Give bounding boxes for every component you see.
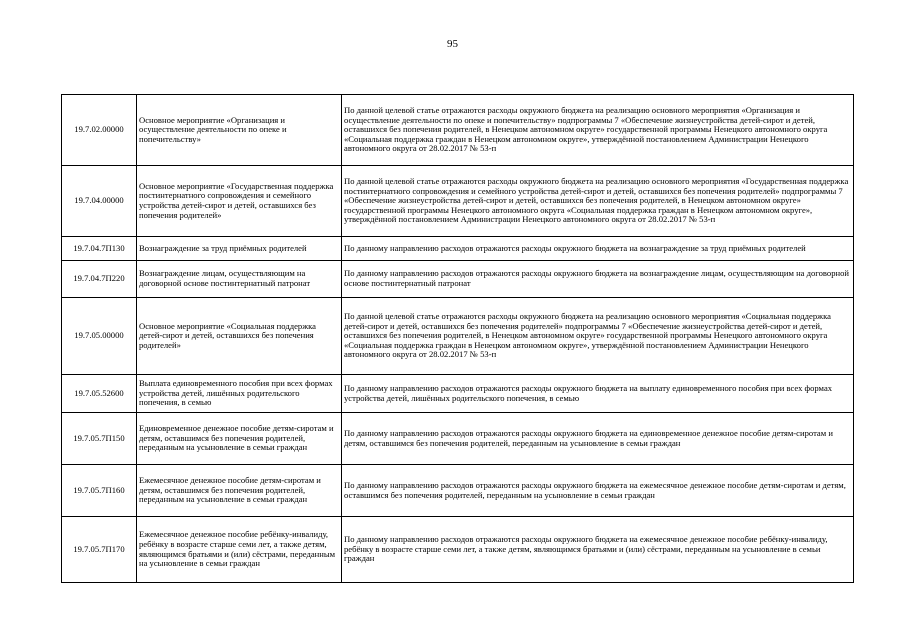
row-description: По данному направлению расходов отражаются расходы окружного бюджета на вознаграждение лицам, осуществляющим на договорной основе постинтернатный патронат bbox=[342, 261, 854, 298]
row-description: По данному направлению расходов отражаются расходы окружного бюджета на выплату единовременного пособия при всех формах устройства детей, лишённых родительского попечения, в семью bbox=[342, 375, 854, 413]
row-name: Выплата единовременного пособия при всех формах устройства детей, лишённых родительского попечения, в семью bbox=[137, 375, 342, 413]
table-row bbox=[62, 298, 854, 375]
row-code: 19.7.04.7П130 bbox=[62, 237, 137, 261]
row-code: 19.7.04.7П220 bbox=[62, 261, 137, 298]
row-description: По данному направлению расходов отражаются расходы окружного бюджета на ежемесячное денежное пособие детям-сиротам и детям, оставшимся без попечения родителей, переданным на усыновление в семьи граждан bbox=[342, 465, 854, 517]
row-code: 19.7.02.00000 bbox=[62, 95, 137, 166]
table-row bbox=[62, 237, 854, 261]
table-row bbox=[62, 166, 854, 237]
row-name: Основное мероприятие «Организация и осуществление деятельности по опеке и попечительству» bbox=[137, 95, 342, 166]
row-description: По данной целевой статье отражаются расходы окружного бюджета на реализацию основного мероприятия «Социальная поддержка детей-сирот и детей, оставшихся без попечения родителей» подпрограммы 7 «Обеспечение жизнеустройства детей-сирот и детей, оставшихся без попечения родителей, в Ненецком автономном округе» государственной программы Ненецкого автономного округа «Социальная поддержка граждан в Ненецком автономном округе», утверждённой постановлением Администрации Ненецкого автономного округа от 28.02.2017 № 53-п bbox=[342, 298, 854, 375]
row-name: Вознаграждение лицам, осуществляющим на договорной основе постинтернатный патронат bbox=[137, 261, 342, 298]
row-code: 19.7.05.7П150 bbox=[62, 413, 137, 465]
row-code: 19.7.05.00000 bbox=[62, 298, 137, 375]
row-description: По данному направлению расходов отражаются расходы окружного бюджета на вознаграждение за труд приёмных родителей bbox=[342, 237, 854, 261]
row-name: Ежемесячное денежное пособие детям-сиротам и детям, оставшимся без попечения родителей, переданным на усыновление в семьи граждан bbox=[137, 465, 342, 517]
table-row bbox=[62, 413, 854, 465]
table-row bbox=[62, 261, 854, 298]
table-row bbox=[62, 465, 854, 517]
row-name: Единовременное денежное пособие детям-сиротам и детям, оставшимся без попечения родителей, переданным на усыновление в семьи граждан bbox=[137, 413, 342, 465]
row-name: Основное мероприятие «Социальная поддержка детей-сирот и детей, оставшихся без попечения родителей» bbox=[137, 298, 342, 375]
table-row bbox=[62, 375, 854, 413]
row-code: 19.7.05.52600 bbox=[62, 375, 137, 413]
budget-classification-table bbox=[61, 94, 854, 583]
row-name: Вознаграждение за труд приёмных родителей bbox=[137, 237, 342, 261]
row-code: 19.7.04.00000 bbox=[62, 166, 137, 237]
table-row bbox=[62, 517, 854, 583]
page-number: 95 bbox=[447, 38, 458, 50]
row-description: По данной целевой статье отражаются расходы окружного бюджета на реализацию основного мероприятия «Государственная поддержка постинтернатного сопровождения и семейного устройства детей-сирот и детей, оставшихся без попечения родителей» подпрограммы 7 «Обеспечение жизнеустройства детей-сирот и детей, оставшихся без попечения родителей, в Ненецком автономном округе» государственной программы Ненецкого автономного округа «Социальная поддержка граждан в Ненецком автономном округе», утверждённой постановлением Администрации Ненецкого автономного округа от 28.02.2017 № 53-п bbox=[342, 166, 854, 237]
row-name: Ежемесячное денежное пособие ребёнку-инвалиду, ребёнку в возрасте старше семи лет, а также детям, являющимся братьями и (или) сёстрами, переданным на усыновление в семьи граждан bbox=[137, 517, 342, 583]
row-code: 19.7.05.7П170 bbox=[62, 517, 137, 583]
row-code: 19.7.05.7П160 bbox=[62, 465, 137, 517]
row-description: По данному направлению расходов отражаются расходы окружного бюджета на единовременное денежное пособие детям-сиротам и детям, оставшимся без попечения родителей, переданным на усыновление в семьи граждан bbox=[342, 413, 854, 465]
row-description: По данному направлению расходов отражаются расходы окружного бюджета на ежемесячное денежное пособие ребёнку-инвалиду, ребёнку в возрасте старше семи лет, а также детям, являющимся братьями и (или) сёстрами, переданным на усыновление в семьи граждан bbox=[342, 517, 854, 583]
table-row bbox=[62, 95, 854, 166]
row-name: Основное мероприятие «Государственная поддержка постинтернатного сопровождения и семейного устройства детей-сирот и детей, оставшихся без попечения родителей» bbox=[137, 166, 342, 237]
row-description: По данной целевой статье отражаются расходы окружного бюджета на реализацию основного мероприятия «Организация и осуществление деятельности по опеке и попечительству» подпрограммы 7 «Обеспечение жизнеустройства детей-сирот и детей, оставшихся без попечения родителей, в Ненецком автономном округе» государственной программы Ненецкого автономного округа «Социальная поддержка граждан в Ненецком автономном округе», утверждённой постановлением Администрации Ненецкого автономного округа от 28.02.2017 № 53-п bbox=[342, 95, 854, 166]
